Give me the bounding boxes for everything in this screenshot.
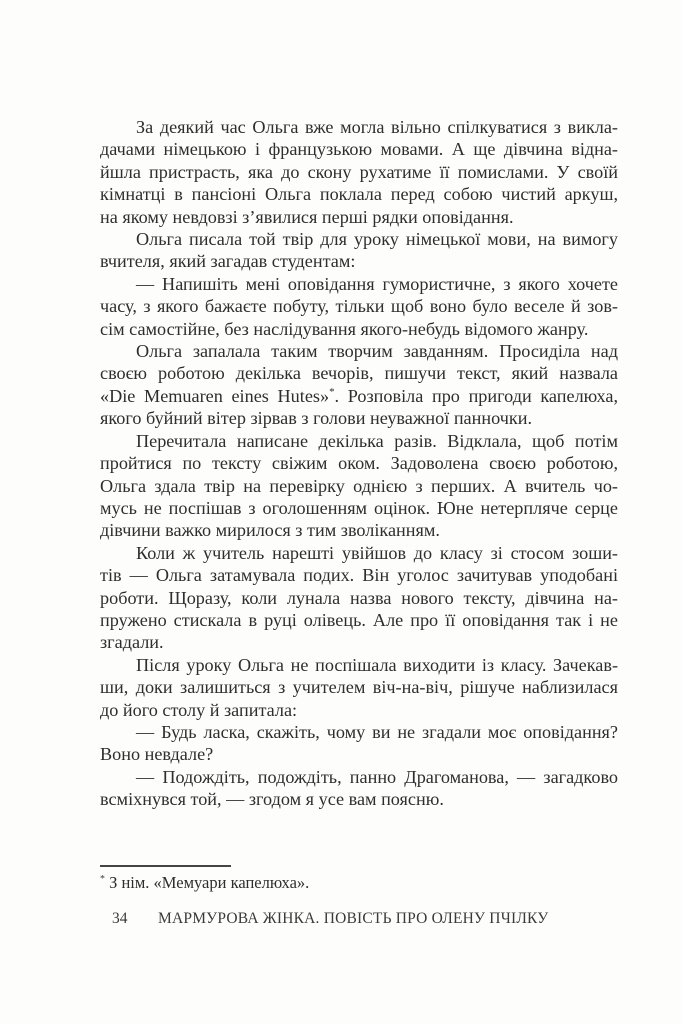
text-line [100,206,618,228]
text-line [100,430,618,452]
body-text [100,116,618,811]
running-title: МАРМУРОВА ЖІНКА. ПОВІСТЬ ПРО ОЛЕНУ ПЧІЛКУ [158,910,549,927]
text-segment: ши, доки залишиться з учителем віч-на-віч, рішуче наблизилася [100,677,618,698]
text-line [100,766,618,788]
footnote-text [100,872,618,893]
text-line [100,228,618,250]
text-line [100,699,618,721]
footnote-body: З нім. «Мемуари капелюха». [109,873,310,892]
text-line [100,452,618,474]
text-segment: всміхнувся той, — згодом я усе вам поясню. [100,789,444,810]
text-segment: «Die Memuaren eines Hutes» [100,385,330,406]
paragraph [100,228,618,273]
text-segment: Воно невдале? [100,744,214,765]
text-segment: часу, з якого бажаєте побуту, тільки щоб воно було веселе й зов- [100,296,618,317]
text-segment: до його столу й запитала: [100,699,298,720]
text-line [100,676,618,698]
text-segment: мусь не поспішав з оголошенням оцінок. Юне нетерпляче серце [100,497,618,518]
footnote-reference-marker: * [329,385,335,398]
text-line [100,407,618,429]
text-line [100,721,618,743]
text-segment: йшла пристрасть, яка до скону рухатиме її помислами. У своїй [100,161,618,182]
footnote-block [100,865,618,893]
text-segment: дачами німецькою і французькою мовами. А ще дівчина відна- [100,139,618,160]
text-segment: сім самостійне, без наслідування якого-небудь відомого жанру. [100,318,589,339]
text-line [100,497,618,519]
text-segment: — Подождіть, подождіть, панно Драгоманова, — загадково [136,766,618,787]
text-segment: . Розповіла про пригоди капелюха, [334,385,618,406]
text-segment: на якому невдовзі з’явилися перші рядки оповідання. [100,206,514,227]
text-line [100,183,618,205]
text-line [100,564,618,586]
text-line [100,519,618,541]
paragraph [100,542,618,654]
text-segment: роботи. Щоразу, коли лунала назва нового тексту, дівчина на- [100,587,618,608]
text-segment: вчителя, який загадав студентам: [100,251,356,272]
text-segment: згадали. [100,632,164,653]
text-line [100,362,618,384]
text-line [100,340,618,362]
text-segment: — Будь ласка, скажіть, чому ви не згадали моє оповідання? [136,721,618,742]
text-segment: пройтися по тексту свіжим оком. Задоволена своєю роботою, [100,453,618,474]
text-line [100,273,618,295]
text-line [100,295,618,317]
paragraph [100,430,618,542]
text-segment: пружено стискала в руці олівець. Але про її оповідання так і не [100,609,618,630]
text-segment: якого буйний вітер зірвав з голови неуважної панночки. [100,408,532,429]
footnote-divider [100,865,231,867]
paragraph [100,273,618,340]
text-segment: своєю роботою декілька вечорів, пишучи текст, який назвала [100,363,618,384]
text-line [100,587,618,609]
text-segment: Перечитала написане декілька разів. Відклала, щоб потім [136,430,618,451]
text-line [100,788,618,810]
text-line [100,542,618,564]
text-segment: кімнатці в пансіоні Ольга поклала перед собою чистий аркуш, [100,184,618,205]
text-line [100,116,618,138]
page-number: 34 [112,910,128,927]
paragraph [100,340,618,430]
text-line [100,475,618,497]
paragraph [100,116,618,228]
text-line [100,631,618,653]
footnote-marker: * [100,873,105,885]
text-segment: Коли ж учитель нарешті увійшов до класу зі стосом зоши- [136,542,618,563]
text-segment: Ольга запалала таким творчим завданням. Просиділа над [136,341,618,362]
paragraph [100,721,618,766]
text-segment: дівчини важко мирилося з тим зволіканням. [100,520,440,541]
text-line [100,743,618,765]
paragraph [100,766,618,811]
text-line [100,250,618,272]
text-line [100,654,618,676]
text-line [100,138,618,160]
text-line [100,318,618,340]
text-line [100,609,618,631]
text-segment: Ольга писала той твір для уроку німецької мови, на вимогу [136,229,618,250]
text-line [100,161,618,183]
paragraph [100,654,618,721]
text-segment: — Напишіть мені оповідання гумористичне, з якого хочете [136,273,618,294]
text-segment: Після уроку Ольга не поспішала виходити із класу. Зачекав- [136,654,618,675]
text-segment: За деякий час Ольга вже могла вільно спілкуватися з викла- [136,117,618,137]
text-segment: тів — Ольга затамувала подих. Він уголос зачитував уподобані [100,565,618,586]
text-segment: Ольга здала твір на перевірку однією з перших. А вчитель чо- [100,475,618,496]
text-line [100,385,618,407]
